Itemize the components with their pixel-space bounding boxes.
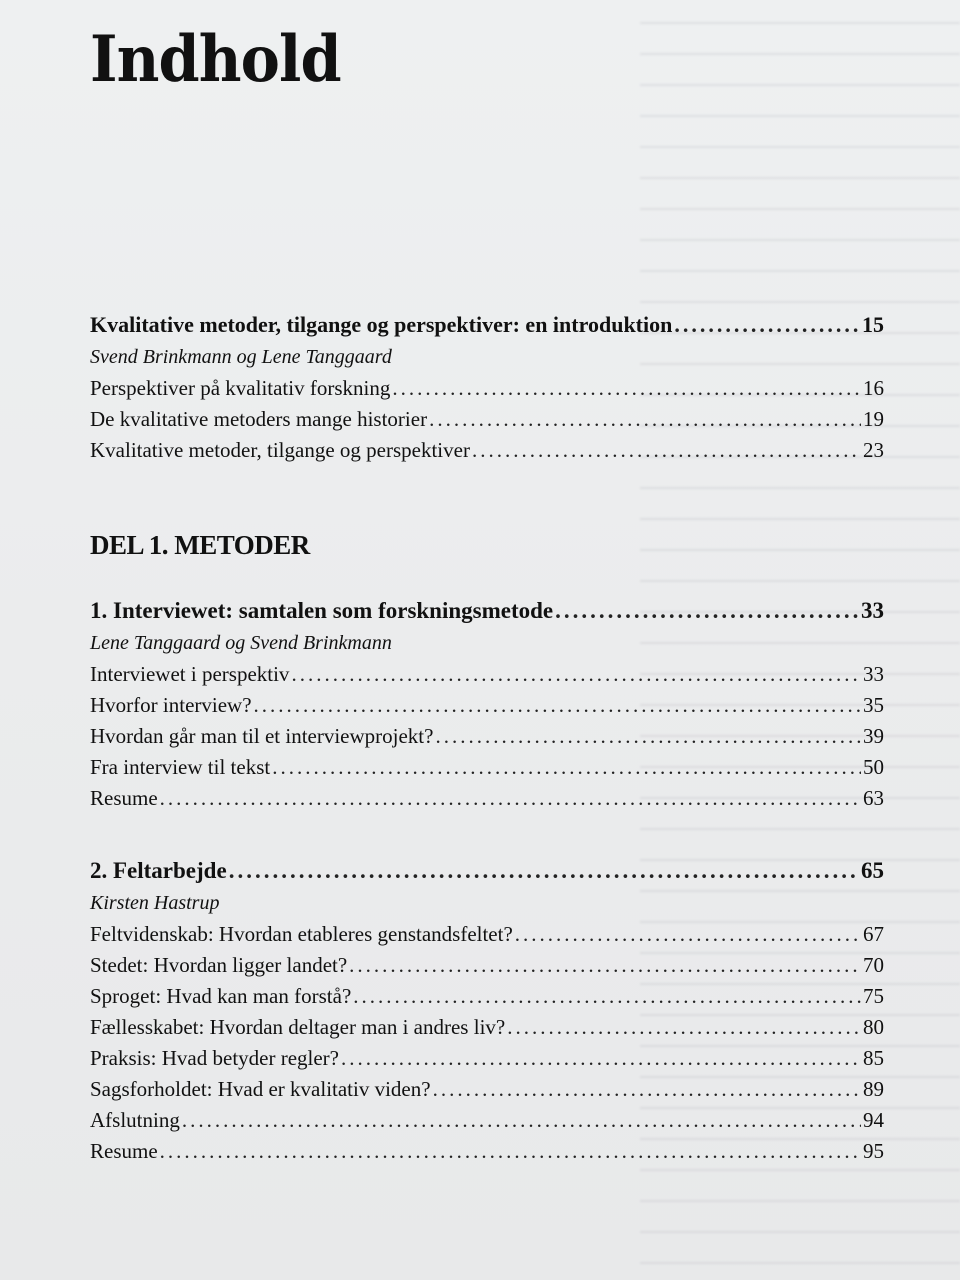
toc-entry: Sagsforholdet: Hvad er kvalitativ viden? ..... 89 bbox=[90, 1077, 884, 1108]
toc-entry: Resume ..... 95 bbox=[90, 1139, 884, 1170]
leader-dots bbox=[515, 922, 861, 947]
author-line: Svend Brinkmann og Lene Tanggaard bbox=[90, 346, 392, 368]
toc-entry: Resume ..... 63 bbox=[90, 786, 884, 817]
toc-chapter-2 bbox=[90, 858, 884, 1170]
toc-chapter-entry: 1. Interviewet: samtalen som forskningsmetode ..... 33 bbox=[90, 598, 884, 632]
leader-dots bbox=[429, 407, 861, 432]
leader-dots bbox=[435, 724, 861, 749]
leader-dots bbox=[229, 858, 859, 884]
toc-chapter-1 bbox=[90, 598, 884, 817]
leader-dots bbox=[674, 312, 860, 338]
toc-entry: Kvalitative metoder, tilgange og perspektiver ..... 23 bbox=[90, 438, 884, 469]
leader-dots bbox=[507, 1015, 861, 1040]
toc-entry: Perspektiver på kvalitativ forskning ..... 16 bbox=[90, 376, 884, 407]
leader-dots bbox=[182, 1108, 861, 1133]
toc-entry: Praksis: Hvad betyder regler? ..... 85 bbox=[90, 1046, 884, 1077]
leader-dots bbox=[555, 598, 859, 624]
toc-entry: Sproget: Hvad kan man forstå? ..... 75 bbox=[90, 984, 884, 1015]
author-line: Lene Tanggaard og Svend Brinkmann bbox=[90, 632, 392, 654]
leader-dots bbox=[349, 953, 861, 978]
toc-entry: Interviewet i perspektiv ..... 33 bbox=[90, 662, 884, 693]
leader-dots bbox=[472, 438, 861, 463]
toc-entry: Feltvidenskab: Hvordan etableres genstandsfeltet? ..... 67 bbox=[90, 922, 884, 953]
toc-entry: Afslutning ..... 94 bbox=[90, 1108, 884, 1139]
leader-dots bbox=[392, 376, 861, 401]
author-line: Kirsten Hastrup bbox=[90, 892, 220, 914]
leader-dots bbox=[160, 1139, 861, 1164]
toc-intro bbox=[90, 312, 884, 469]
leader-dots bbox=[353, 984, 861, 1009]
leader-dots bbox=[272, 755, 861, 780]
leader-dots bbox=[291, 662, 861, 687]
leader-dots bbox=[433, 1077, 861, 1102]
leader-dots bbox=[160, 786, 861, 811]
toc-entry: Stedet: Hvordan ligger landet? ..... 70 bbox=[90, 953, 884, 984]
toc-chapter-entry: 2. Feltarbejde ..... 65 bbox=[90, 858, 884, 892]
leader-dots bbox=[254, 693, 861, 718]
toc-chapter-entry: Kvalitative metoder, tilgange og perspektiver: en introduktion ..... 15 bbox=[90, 312, 884, 346]
leader-dots bbox=[341, 1046, 861, 1071]
toc-entry: Fra interview til tekst ..... 50 bbox=[90, 755, 884, 786]
toc-entry: Hvorfor interview? ..... 35 bbox=[90, 693, 884, 724]
toc-entry: De kvalitative metoders mange historier ..... 19 bbox=[90, 407, 884, 438]
toc-entry: Hvordan går man til et interviewprojekt? ..... 39 bbox=[90, 724, 884, 755]
part-heading: DEL 1. METODER bbox=[90, 530, 310, 560]
page-title: Indhold bbox=[90, 22, 341, 97]
toc-entry: Fællesskabet: Hvordan deltager man i andres liv? ..... 80 bbox=[90, 1015, 884, 1046]
part-heading-block bbox=[90, 530, 884, 570]
